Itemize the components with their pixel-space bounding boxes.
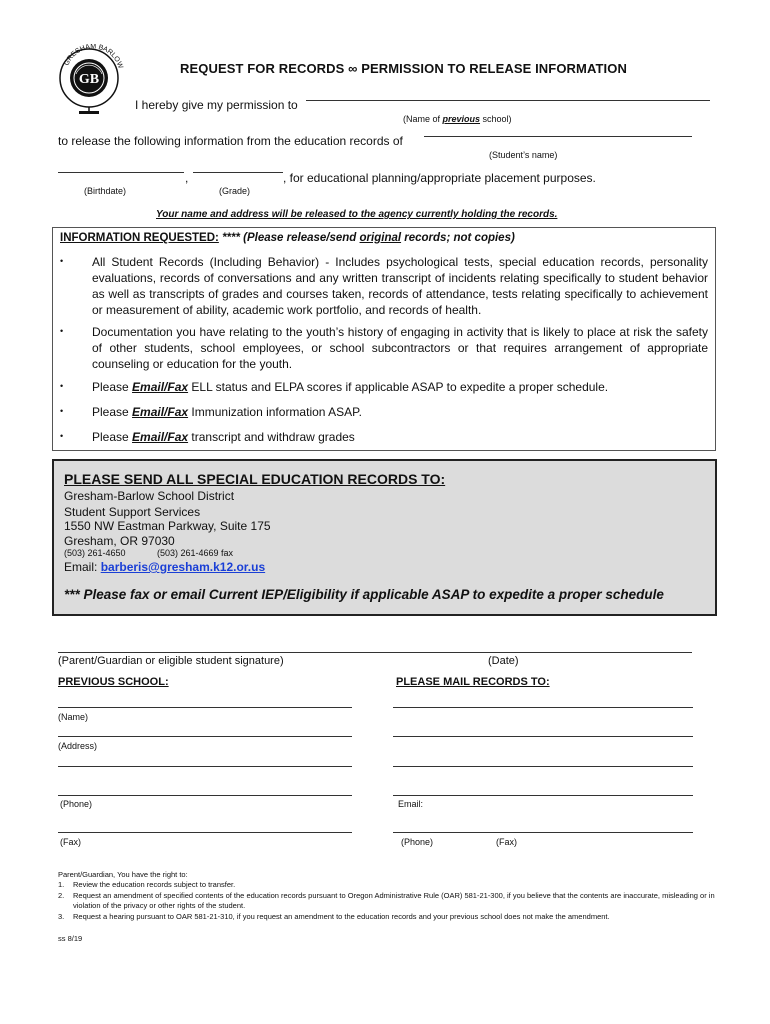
- previous-school-caption: (Name of previous school): [403, 114, 512, 124]
- grade-caption: (Grade): [219, 186, 251, 196]
- signature-line[interactable]: [58, 652, 692, 653]
- sped-line-city: Gresham, OR 97030: [64, 534, 175, 548]
- bullet-3: •: [60, 381, 64, 391]
- bullet-2: •: [60, 326, 64, 336]
- date-caption: (Date): [488, 655, 519, 667]
- prev-address-caption: (Address): [58, 741, 98, 751]
- prev-fax-line[interactable]: [58, 832, 352, 833]
- rights-item-1: 1. Review the education records subject to transfer.: [58, 880, 236, 889]
- prev-fax-caption: (Fax): [60, 837, 81, 847]
- sped-line-district: Gresham-Barlow School District: [64, 489, 235, 503]
- mail-line-2[interactable]: [393, 736, 693, 737]
- previous-school-heading: PREVIOUS SCHOOL:: [58, 676, 169, 688]
- mail-records-heading: PLEASE MAIL RECORDS TO:: [396, 676, 550, 688]
- sped-note: *** Please fax or email Current IEP/Eligibility if applicable ASAP to expedite a proper schedule: [64, 587, 664, 602]
- mail-phone-fax-line[interactable]: [393, 832, 693, 833]
- comma: ,: [185, 171, 189, 185]
- mail-email-line[interactable]: [393, 795, 693, 796]
- info-item-records: All Student Records (Including Behavior) - Includes psychological tests, special education records, personality evaluations, records of conversations and any written transcript of incidents relating specifically to student behavior as well as transcripts of grades and courses taken, records of attendance, tests relating specifically to achievement or measurement of ability, academic work portfolio, and records of health.: [92, 255, 708, 317]
- mail-email-caption: Email:: [398, 799, 424, 809]
- page-title: REQUEST FOR RECORDS ∞ PERMISSION TO RELEASE INFORMATION: [180, 61, 627, 76]
- grade-line[interactable]: [193, 172, 283, 173]
- bullet-4: •: [60, 406, 64, 416]
- bullet-5: •: [60, 431, 64, 441]
- sped-fax: (503) 261-4669 fax: [157, 548, 234, 558]
- prev-phone-caption: (Phone): [60, 799, 93, 809]
- info-item-ell: Please Email/Fax ELL status and ELPA scores if applicable ASAP to expedite a proper schedule.: [92, 380, 609, 394]
- purpose-text: , for educational planning/appropriate placement purposes.: [283, 171, 596, 185]
- rights-intro: Parent/Guardian, You have the right to:: [58, 870, 188, 879]
- rights-item-3: 3. Request a hearing pursuant to OAR 581-21-310, if you request an amendment to the education records and your previous school does not make the amendment.: [58, 911, 610, 921]
- info-item-documentation: Documentation you have relating to the youth’s history of engaging in activity that is likely to place at risk the safety of other students, school employees, or school subcontractors or that requires arrangement of appropriate counseling or education for the youth.: [92, 325, 708, 371]
- previous-school-line[interactable]: [306, 100, 710, 101]
- birthdate-caption: (Birthdate): [84, 186, 127, 196]
- footer-code: ss 8/19: [58, 934, 83, 943]
- prev-address-line[interactable]: [58, 736, 352, 737]
- sped-line-department: Student Support Services: [64, 505, 201, 519]
- student-name-caption: (Student’s name): [489, 150, 558, 160]
- student-name-line[interactable]: [424, 136, 692, 137]
- district-logo: [58, 44, 128, 114]
- prev-name-caption: (Name): [58, 712, 89, 722]
- rights-item-2: 2. Request an amendment of specified contents of the education records pursuant to Oregon Administrative Rule (OAR) 581-21-300, if you believe that the contents are inaccurate, misleading or in violation of the privacy or other rights of the student.: [58, 890, 715, 910]
- release-text: to release the following information from the education records of: [58, 134, 403, 148]
- info-item-transcript: Please Email/Fax transcript and withdraw grades: [92, 430, 355, 444]
- sped-email-row: [64, 560, 265, 574]
- mail-phone-caption: (Phone): [401, 837, 434, 847]
- prev-address-line-2[interactable]: [58, 766, 352, 767]
- logo-text: GRESHAM BARLOW: [63, 44, 124, 70]
- sped-heading: PLEASE SEND ALL SPECIAL EDUCATION RECORDS TO:: [64, 471, 446, 487]
- sped-line-street: 1550 NW Eastman Parkway, Suite 175: [64, 519, 271, 533]
- info-item-immunization: Please Email/Fax Immunization information ASAP.: [92, 405, 362, 419]
- prev-phone-line[interactable]: [58, 795, 352, 796]
- permission-lead: I hereby give my permission to: [135, 98, 298, 112]
- bullet-1: •: [60, 256, 64, 266]
- mail-fax-caption: (Fax): [496, 837, 517, 847]
- sped-phone: (503) 261-4650: [64, 548, 126, 558]
- prev-name-line[interactable]: [58, 707, 352, 708]
- info-heading: INFORMATION REQUESTED: **** (Please release/send original records; not copies): [60, 232, 515, 244]
- rights-list: [58, 880, 718, 922]
- signature-caption: (Parent/Guardian or eligible student signature): [58, 655, 284, 667]
- birthdate-line[interactable]: [58, 172, 184, 173]
- sped-email-label: Email:: [64, 560, 98, 574]
- mail-line-1[interactable]: [393, 707, 693, 708]
- logo-monogram: GB: [78, 72, 100, 87]
- sped-email-link[interactable]: barberis@gresham.k12.or.us: [100, 560, 266, 574]
- release-notice: Your name and address will be released to the agency currently holding the records.: [156, 209, 558, 220]
- mail-line-3[interactable]: [393, 766, 693, 767]
